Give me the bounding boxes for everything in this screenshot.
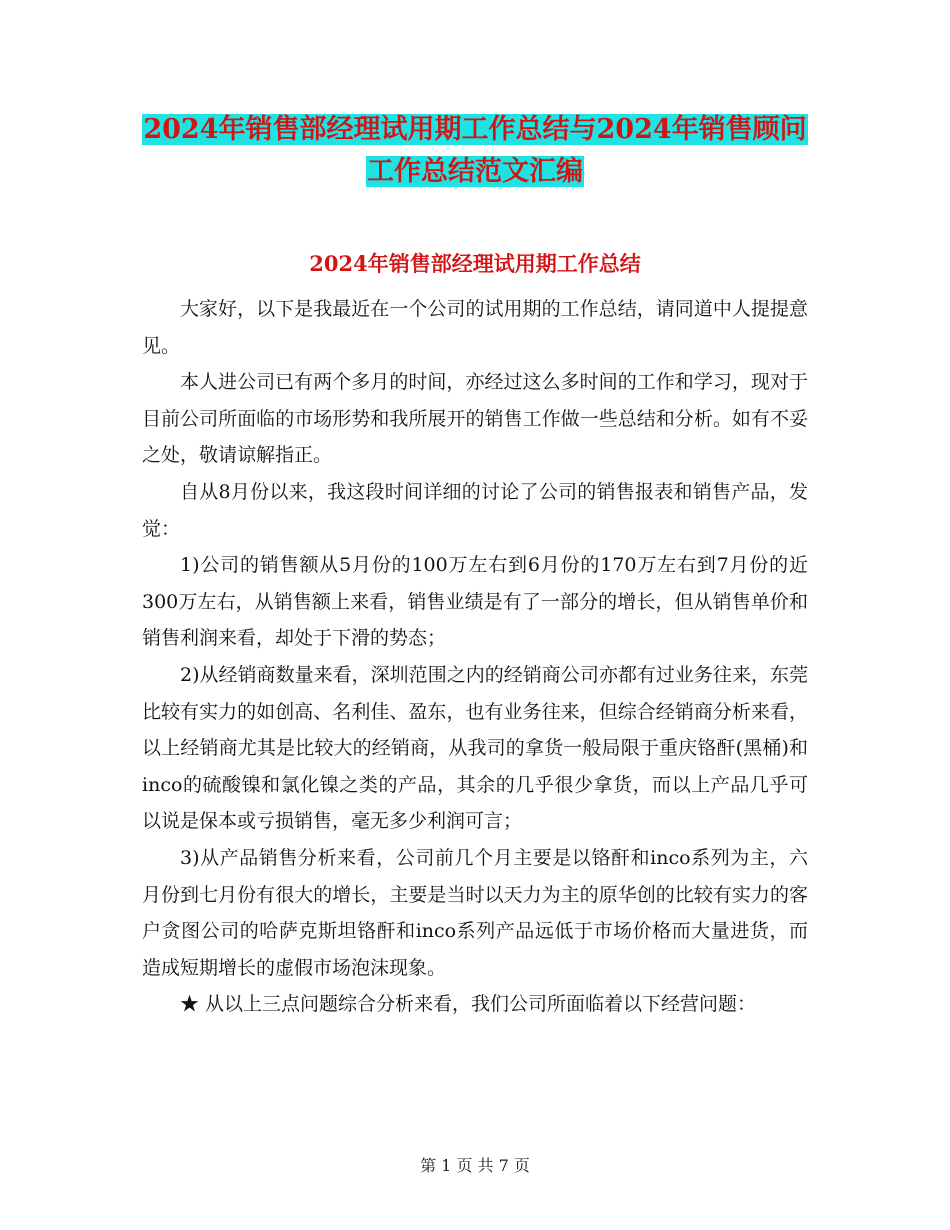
paragraph-greeting: 大家好，以下是我最近在一个公司的试用期的工作总结，请同道中人提提意见。 — [142, 298, 808, 357]
paragraph-findings-lead: 自从8月份以来，我这段时间详细的讨论了公司的销售报表和销售产品，发觉： — [142, 480, 808, 540]
paragraph-point-1: 1)公司的销售额从5月份的100万左右到6月份的170万左右到7月份的近300万左右，从销售额上来看，销售业绩是有了一部分的增长，但从销售单价和销售利润来看，却处于下滑的势态； — [142, 554, 808, 650]
paragraph-summary: ★ 从以上三点问题综合分析来看，我们公司所面临着以下经营问题： — [180, 993, 757, 1016]
paragraph-point-3: 3)从产品销售分析来看，公司前几个月主要是以铬酐和inco系列为主，六月份到七月份有很大的增长，主要是当时以天力为主的原华创的比较有实力的客户贪图公司的哈萨克斯坦铬酐和inco系列产品远低于市场价格而大量进货，而造成短期增长的虚假市场泡沫现象。 — [142, 846, 808, 979]
document-title-line-1 — [0, 108, 950, 152]
paragraph-intro: 本人进公司已有两个多月的时间，亦经过这么多时间的工作和学习，现对于目前公司所面临的市场形势和我所展开的销售工作做一些总结和分析。如有不妥之处，敬请谅解指正。 — [142, 371, 808, 467]
paragraph-point-2: 2)从经销商数量来看，深圳范围之内的经销商公司亦都有过业务往来，东莞比较有实力的如创高、名利佳、盈东，也有业务往来，但综合经销商分析来看，以上经销商尤其是比较大的经销商，从我司的拿货一般局限于重庆铬酐(黑桶)和inco的硫酸镍和氯化镍之类的产品，其余的几乎很少拿货，而以上产品几乎可以说是保本或亏损销售，毫无多少利润可言； — [142, 663, 808, 833]
document-title-text-1: 2024年销售部经理试用期工作总结与2024年销售顾问 — [143, 114, 807, 145]
page-footer: 第 1 页 共 7 页 — [420, 1156, 530, 1175]
document-title-text-2: 工作总结范文汇编 — [367, 156, 583, 187]
document-title-line-2 — [0, 150, 950, 194]
document-body — [142, 291, 808, 1023]
section-title: 2024年销售部经理试用期工作总结 — [309, 251, 641, 276]
